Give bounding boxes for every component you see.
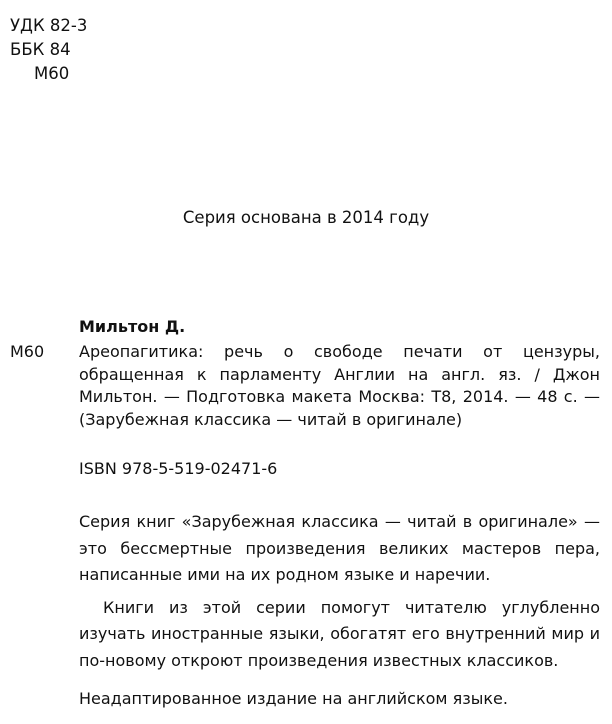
annotation-paragraph-3: Неадаптированное издание на английском языке. — [79, 689, 508, 708]
udk-code: УДК 82-3 — [10, 16, 88, 35]
bibliographic-description: Ареопагитика: речь о свободе печати от цензуры, обращенная к парламенту Англии на англ. яз. / Джон Мильтон. — Подготовка макета Москва: Т8, 2014. — 48 с. — (Зарубежная классика — читай в оригинале) — [79, 342, 600, 429]
series-founded-text: Серия основана в 2014 году — [182, 208, 430, 227]
annotation-block — [79, 509, 600, 713]
author-mark-code: М60 — [34, 64, 70, 83]
record-side-code: М60 — [10, 342, 45, 361]
bbk-code: ББК 84 — [10, 40, 71, 59]
isbn-number: ISBN 978-5-519-02471-6 — [79, 459, 278, 478]
classification-codes — [10, 14, 87, 86]
record-author: Мильтон Д. — [79, 317, 186, 336]
annotation-paragraph-2: Книги из этой серии помогут читателю углубленно изучать иностранные языки, обогатят его внутренний мир и по-новому откроют произведения известных классиков. — [79, 597, 600, 670]
annotation-paragraph-1: Серия книг «Зарубежная классика — читай в оригинале» — это бессмертные произведения великих мастеров пера, написанные ими на их родном языке и наречии. — [79, 512, 600, 584]
